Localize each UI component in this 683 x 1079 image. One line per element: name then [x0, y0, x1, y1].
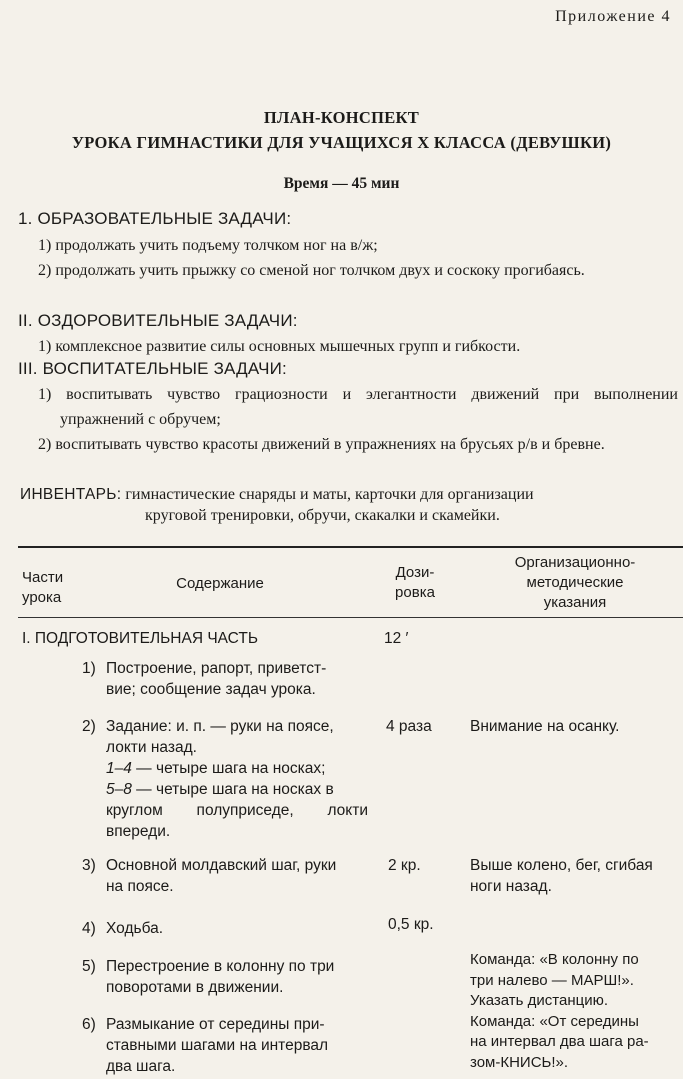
row-6-line-2: ставными шагами на интервал — [106, 1037, 329, 1054]
row-2-dose: 4 раза — [386, 718, 432, 735]
row-5-note-line-2: три налево — МАРШ!». — [470, 971, 634, 989]
header-parts — [22, 568, 63, 608]
table-header-rule — [18, 617, 683, 618]
row-3-line-2: на поясе. — [106, 878, 174, 895]
header-dose-line-1: Дози- — [395, 564, 435, 581]
row-2-line-6: впереди. — [106, 823, 171, 840]
row-6-line-3: два шага. — [106, 1058, 176, 1075]
row-4-dose: 0,5 кр. — [388, 916, 434, 933]
document-title: ПЛАН-КОНСПЕКТ — [263, 108, 420, 127]
row-5-content — [106, 956, 368, 998]
row-4-content: Ходьба. — [106, 920, 164, 937]
educational-task-2: 2) продолжать учить прыжку со сменой ног толчком двух и соскоку прогибаясь. — [38, 262, 585, 279]
health-task-1: 1) комплексное развитие силы основных мышечных групп и гибкости. — [38, 338, 521, 355]
row-5-line-2: поворотами в движении. — [106, 979, 284, 996]
row-3-dose: 2 кр. — [388, 857, 421, 874]
row-2-line-5: круглом полуприседе, локти — [106, 802, 368, 819]
row-5-note-line-3: Указать дистанцию. — [470, 992, 609, 1009]
header-notes-line-2: методические — [526, 574, 624, 591]
section-heading-health: II. ОЗДОРОВИТЕЛЬНЫЕ ЗАДАЧИ: — [18, 311, 298, 330]
row-3-number: 3) — [82, 857, 96, 874]
row-1-line-1: Построение, рапорт, приветст- — [106, 660, 327, 677]
row-4-number: 4) — [82, 920, 96, 937]
row-6-line-1: Размыкание от середины при- — [106, 1016, 325, 1033]
header-dose — [380, 563, 450, 603]
row-2-count-1: 1–4 — [106, 760, 132, 777]
row-5-number: 5) — [82, 958, 96, 975]
row-2-text-2: — четыре шага на носках в — [131, 781, 334, 798]
part-dose: 12 ′ — [384, 630, 409, 647]
row-2-line-1: Задание: и. п. — руки на поясе, — [106, 718, 334, 735]
row-2-count-2: 5–8 — [106, 781, 132, 798]
row-2-line-2: локти назад. — [106, 739, 197, 756]
row-3-note-line-1: Выше колено, бег, сгибая — [470, 857, 653, 874]
row-3-line-1: Основной молдавский шаг, руки — [106, 857, 337, 874]
inventory-label: ИНВЕНТАРЬ: — [20, 486, 122, 503]
row-2-text-1: — четыре шага на носках; — [131, 760, 326, 777]
row-5-note-line-1: Команда: «В колонну по — [470, 951, 639, 968]
inventory-text-1: гимнастические снаряды и маты, карточки для организации — [125, 486, 534, 503]
row-6-number: 6) — [82, 1016, 96, 1033]
appendix-label: Приложение 4 — [555, 8, 671, 25]
header-notes-line-3: указания — [543, 594, 607, 611]
row-2-note: Внимание на осанку. — [470, 718, 620, 735]
row-2-content — [106, 716, 368, 842]
row-5-note-line-4: Команда: «От середины — [470, 1012, 639, 1030]
header-notes-line-1: Организационно- — [514, 554, 636, 571]
row-3-note-line-2: ноги назад. — [470, 878, 552, 895]
header-content: Содержание — [176, 575, 264, 592]
section-heading-upbringing: III. ВОСПИТАТЕЛЬНЫЕ ЗАДАЧИ: — [18, 359, 287, 378]
row-6-content — [106, 1014, 368, 1077]
inventory-text-2: круговой тренировки, обручи, скакалки и скамейки. — [145, 507, 500, 524]
row-5-line-1: Перестроение в колонну по три — [106, 958, 335, 975]
header-parts-line-1: Части — [22, 569, 64, 586]
row-1-content — [106, 658, 368, 700]
section-heading-educational: 1. ОБРАЗОВАТЕЛЬНЫЕ ЗАДАЧИ: — [18, 209, 292, 228]
lesson-duration: Время — 45 мин — [283, 175, 400, 192]
row-3-content — [106, 855, 368, 897]
table-top-rule — [18, 546, 683, 548]
row-1-number: 1) — [82, 660, 96, 677]
inventory-line — [20, 482, 680, 507]
row-2-line-3 — [106, 758, 368, 779]
row-3-notes — [470, 855, 680, 897]
document-subtitle: УРОКА ГИМНАСТИКИ ДЛЯ УЧАЩИХСЯ X КЛАССА (ДЕВУШКИ) — [71, 133, 612, 152]
part-title: I. ПОДГОТОВИТЕЛЬНАЯ ЧАСТЬ — [22, 630, 258, 647]
header-dose-line-2: ровка — [395, 584, 435, 601]
row-2-number: 2) — [82, 718, 96, 735]
upbringing-task-2: 2) воспитывать чувство красоты движений в упражнениях на брусьях р/в и бревне. — [38, 436, 605, 453]
header-notes — [485, 553, 665, 613]
row-2-line-4 — [106, 779, 368, 800]
educational-task-1: 1) продолжать учить подъему толчком ног на в/ж; — [38, 237, 378, 254]
row-5-note-line-5: на интервал два шага ра- — [470, 1033, 649, 1050]
row-5-notes — [470, 950, 680, 1073]
header-parts-line-2: урока — [22, 589, 62, 606]
row-5-note-line-6: зом-КНИСЬ!». — [470, 1053, 569, 1071]
upbringing-task-1: 1) воспитывать чувство грациозности и элегантности движений при выполнении упражнений с обручем; — [38, 386, 678, 428]
row-1-line-2: вие; сообщение задач урока. — [106, 681, 316, 698]
